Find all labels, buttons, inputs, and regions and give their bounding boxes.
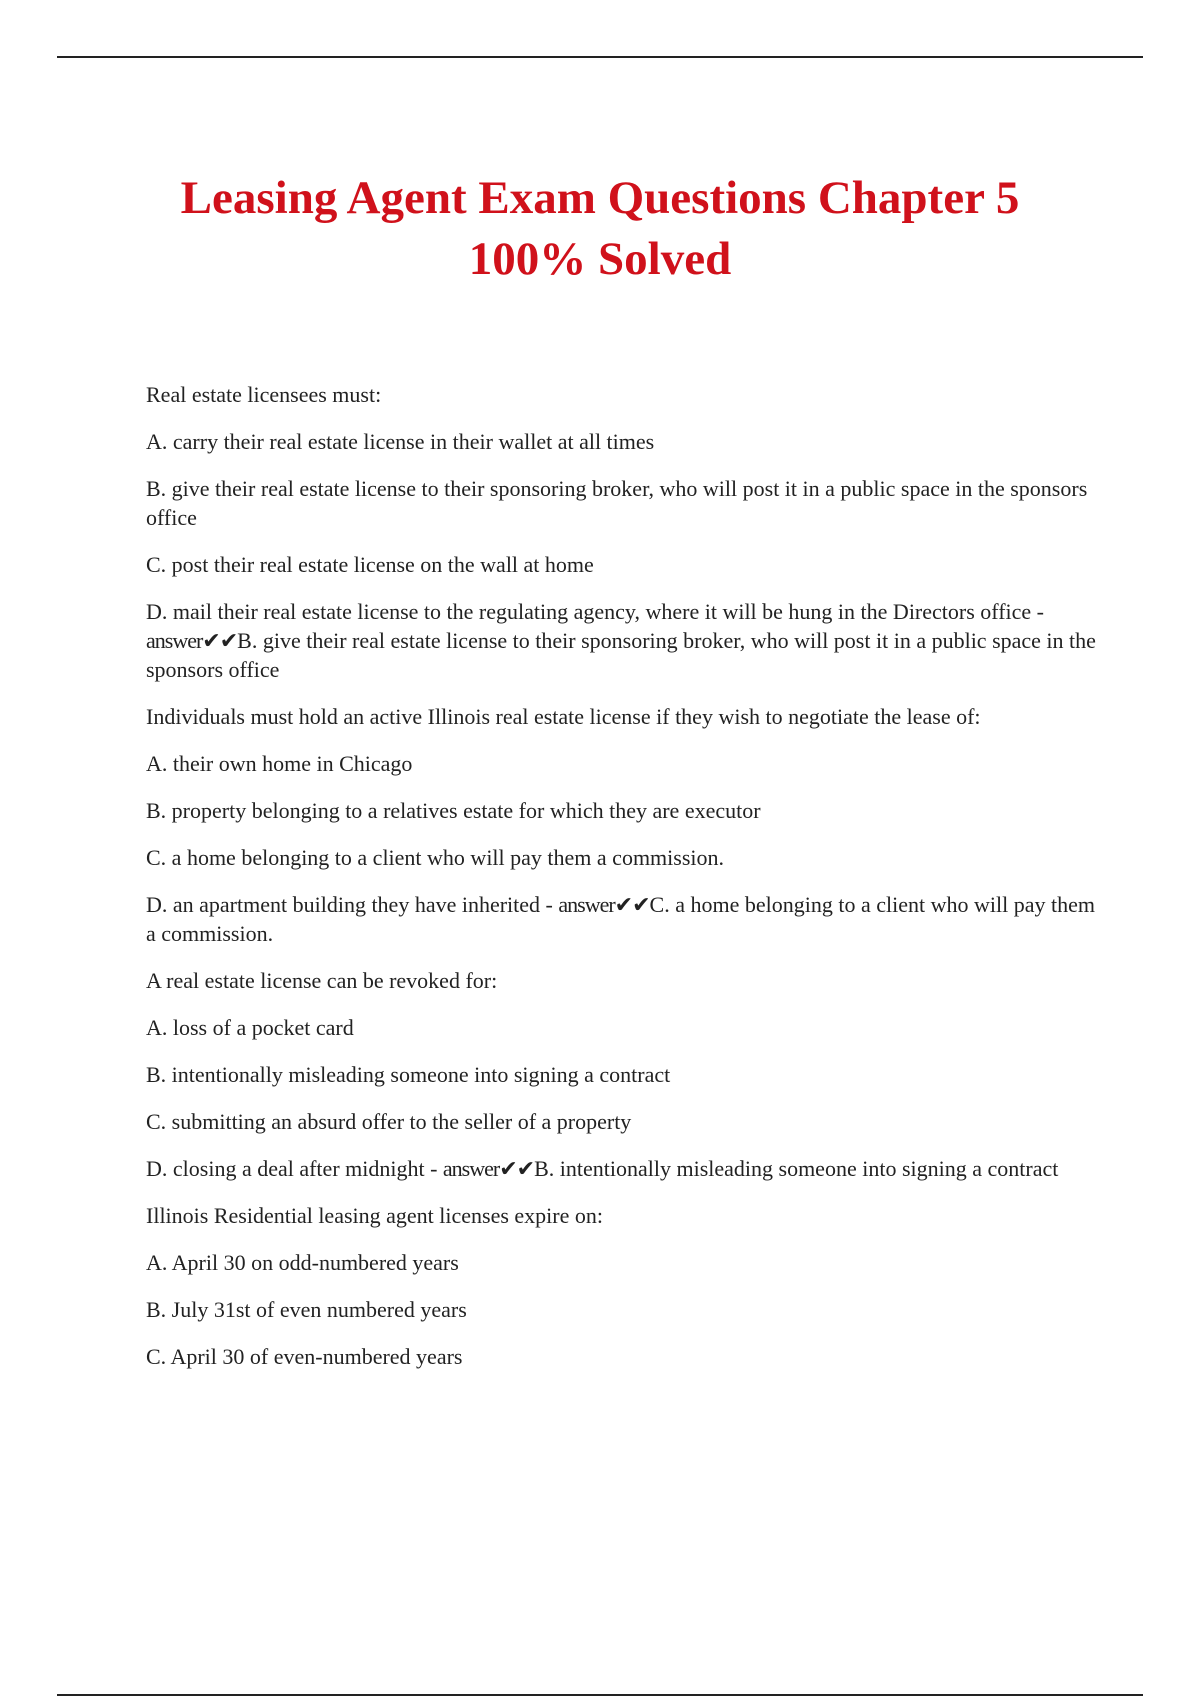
question-text: Individuals must hold an active Illinois real estate license if they wish to negotiate the lease of:: [146, 704, 981, 729]
option-c: C. post their real estate license on the wall at home: [146, 552, 594, 577]
option-d: D. closing a deal after midnight -: [146, 1156, 443, 1181]
option-b: B. property belonging to a relatives estate for which they are executor: [146, 798, 761, 823]
option-d-with-answer: [146, 890, 1098, 948]
title-line-2: 100% Solved: [468, 233, 732, 285]
option-b: B. July 31st of even numbered years: [146, 1297, 467, 1322]
option-a: A. their own home in Chicago: [146, 751, 413, 776]
option-a: A. April 30 on odd-numbered years: [146, 1250, 459, 1275]
option-d-with-answer: [146, 597, 1098, 684]
top-rule: [57, 56, 1143, 58]
answer-text: C. a home belonging to a client who will pay them a commission.: [146, 892, 1095, 946]
answer-text: B. give their real estate license to their sponsoring broker, who will post it in a public space in the sponsors office: [146, 628, 1096, 682]
document-body: [146, 380, 1098, 1389]
option-a: A. carry their real estate license in their wallet at all times: [146, 429, 655, 454]
question-text: A real estate license can be revoked for:: [146, 968, 498, 993]
option-d: D. mail their real estate license to the regulating agency, where it will be hung in the Directors office -: [146, 599, 1045, 624]
question-text: Illinois Residential leasing agent licenses expire on:: [146, 1203, 603, 1228]
option-b: B. intentionally misleading someone into signing a contract: [146, 1062, 671, 1087]
option-c: C. a home belonging to a client who will pay them a commission.: [146, 845, 725, 870]
answer-marker: answer✔✔: [442, 1156, 535, 1181]
answer-text: B. intentionally misleading someone into signing a contract: [534, 1156, 1059, 1181]
option-c: C. submitting an absurd offer to the seller of a property: [146, 1109, 632, 1134]
question-text: Real estate licensees must:: [146, 382, 382, 407]
option-b: B. give their real estate license to their sponsoring broker, who will post it in a public space in the sponsors office: [146, 476, 1088, 530]
title-line-1: Leasing Agent Exam Questions Chapter 5: [180, 172, 1020, 224]
option-d: D. an apartment building they have inherited -: [146, 892, 559, 917]
option-c: C. April 30 of even-numbered years: [146, 1344, 463, 1369]
option-a: A. loss of a pocket card: [146, 1015, 354, 1040]
answer-marker: answer✔✔: [558, 892, 650, 917]
document-title: [100, 168, 1100, 290]
bottom-rule: [57, 1694, 1143, 1696]
option-d-with-answer: [146, 1154, 1098, 1183]
answer-marker: answer✔✔: [146, 628, 238, 653]
